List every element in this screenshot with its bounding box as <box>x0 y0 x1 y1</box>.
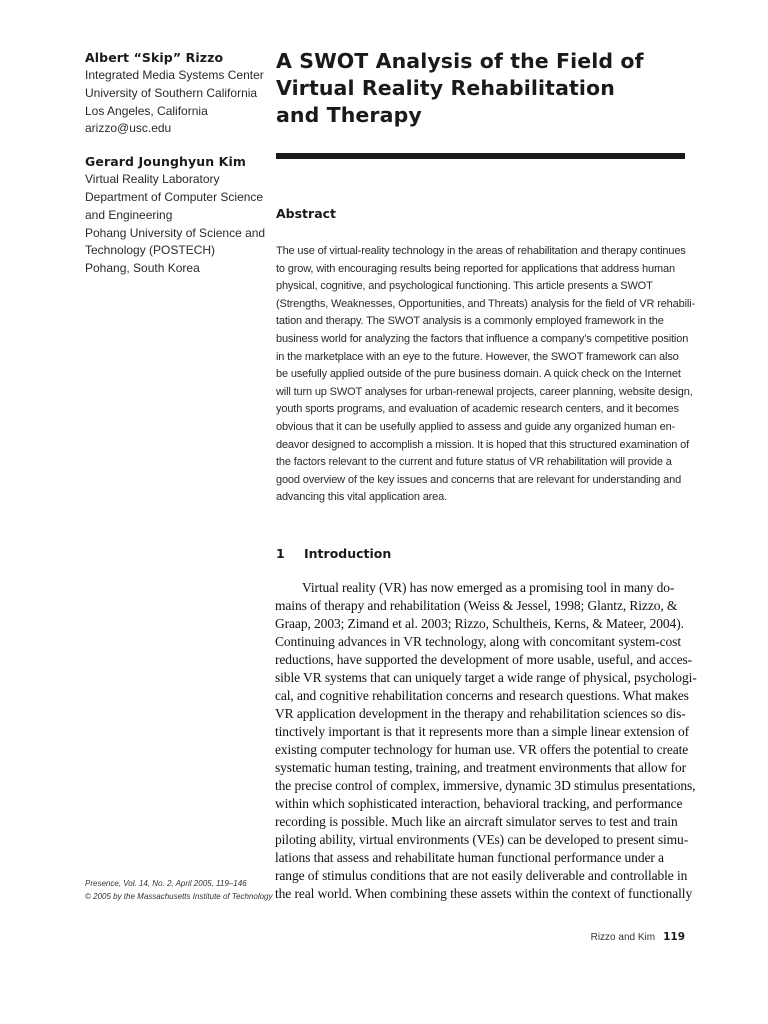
author-email: arizzo@usc.edu <box>85 121 172 136</box>
introduction-body <box>275 579 695 903</box>
abstract-line: good overview of the key issues and concerns that are relevant for understanding and <box>276 473 682 486</box>
intro-line: the precise control of complex, immersive, dynamic 3D stimulus presentations, <box>275 778 696 793</box>
author-block-kim <box>85 152 265 278</box>
affiliation-line: Pohang, South Korea <box>85 261 200 276</box>
abstract-line: tation and therapy. The SWOT analysis is a commonly employed framework in the <box>276 315 664 328</box>
title-line: and Therapy <box>276 103 422 127</box>
title-line: A SWOT Analysis of the Field of <box>276 49 644 73</box>
intro-line: systematic human testing, training, and treatment environments that allow for <box>275 760 687 775</box>
running-footer <box>540 931 685 943</box>
affiliation-line: Pohang University of Science and <box>85 225 266 240</box>
intro-line: piloting ability, virtual environments (VEs) can be developed to present simu- <box>275 832 689 847</box>
intro-line: tinctively important is that it represents more than a simple linear extension of <box>275 724 690 739</box>
intro-line: existing computer technology for human use. VR offers the potential to create <box>275 742 689 757</box>
running-head: Rizzo and Kim <box>590 932 656 943</box>
section-number: 1 <box>276 546 285 561</box>
abstract-line: The use of virtual-reality technology in the areas of rehabilitation and therapy continues <box>276 245 686 257</box>
title-rule <box>276 153 685 159</box>
intro-line: the real world. When combining these assets within the context of functionally <box>275 886 693 901</box>
affiliation-line: Virtual Reality Laboratory <box>85 172 220 187</box>
abstract-line: the factors relevant to the current and future status of VR rehabilitation will provide a <box>276 456 672 469</box>
intro-line: range of stimulus conditions that are not easily deliverable and controllable in <box>275 868 688 883</box>
journal-info <box>85 877 275 903</box>
abstract-line: (Strengths, Weaknesses, Opportunities, and Threats) analysis for the field of VR rehabili- <box>276 297 695 310</box>
affiliation-line: and Engineering <box>85 207 173 222</box>
intro-line: Virtual reality (VR) has now emerged as a promising tool in many do- <box>302 580 675 595</box>
abstract-line: youth sports programs, and evaluation of academic research centers, and it becomes <box>276 403 679 416</box>
intro-line: Graap, 2003; Zimand et al. 2003; Rizzo, Schultheis, Kerns, & Mateer, 2004). <box>275 616 684 631</box>
abstract-line: obvious that it can be usefully applied to assess and guide any organized human en- <box>276 420 676 433</box>
abstract-heading: Abstract <box>276 206 337 221</box>
paper-title <box>276 48 696 129</box>
abstract-body <box>276 243 695 507</box>
intro-line: within which sophisticated interaction, behavioral tracking, and performance <box>275 796 683 811</box>
title-line: Virtual Reality Rehabilitation <box>276 76 615 100</box>
abstract-line: deavor designed to accomplish a mission. It is hoped that this structured examination of <box>276 438 689 451</box>
author-name: Gerard Jounghyun Kim <box>85 154 246 170</box>
intro-line: Continuing advances in VR technology, along with concomitant system-cost <box>275 634 681 649</box>
affiliation-line: Los Angeles, California <box>85 103 208 118</box>
abstract-line: business world for analyzing the factors that influence a company’s competitive position <box>276 332 689 345</box>
intro-line: lations that assess and rehabilitate human functional performance under a <box>275 850 664 865</box>
abstract-line: will turn up SWOT analyses for urban-renewal projects, career planning, website design, <box>276 385 693 398</box>
section-heading-introduction <box>276 546 391 561</box>
affiliation-line: University of Southern California <box>85 85 258 100</box>
intro-line: mains of therapy and rehabilitation (Weiss & Jessel, 1998; Glantz, Rizzo, & <box>275 598 678 613</box>
author-block-rizzo <box>85 48 265 138</box>
abstract-line: be usefully applied outside of the pure business domain. A quick check on the Internet <box>276 368 681 381</box>
abstract-line: in the marketplace with an eye to the future. However, the SWOT framework can also <box>276 350 679 363</box>
author-column <box>85 48 265 292</box>
intro-line: VR application development in the therapy and rehabilitation sciences so dis- <box>275 706 686 721</box>
journal-citation: Presence, Vol. 14, No. 2, April 2005, 119–146 <box>85 879 247 888</box>
copyright-notice: © 2005 by the Massachusetts Institute of Technology <box>85 892 273 901</box>
abstract-line: to grow, with encouraging results being reported for applications that address human <box>276 262 675 275</box>
section-title: Introduction <box>304 546 392 561</box>
intro-line: sible VR systems that can uniquely target a wide range of physical, psychologi- <box>275 670 697 685</box>
author-name: Albert “Skip” Rizzo <box>85 50 224 65</box>
affiliation-line: Integrated Media Systems Center <box>85 68 264 82</box>
abstract-line: physical, cognitive, and psychological functioning. This article presents a SWOT <box>276 280 653 293</box>
intro-line: recording is possible. Much like an aircraft simulator serves to test and train <box>275 814 678 829</box>
intro-line: cal, and cognitive rehabilitation concerns and research questions. What makes <box>275 688 689 703</box>
intro-line: reductions, have supported the development of more usable, useful, and acces- <box>275 652 693 667</box>
abstract-line: advancing this vital application area. <box>276 491 448 504</box>
affiliation-line: Department of Computer Science <box>85 189 264 204</box>
page-number: 119 <box>663 931 685 943</box>
affiliation-line: Technology (POSTECH) <box>85 243 216 258</box>
